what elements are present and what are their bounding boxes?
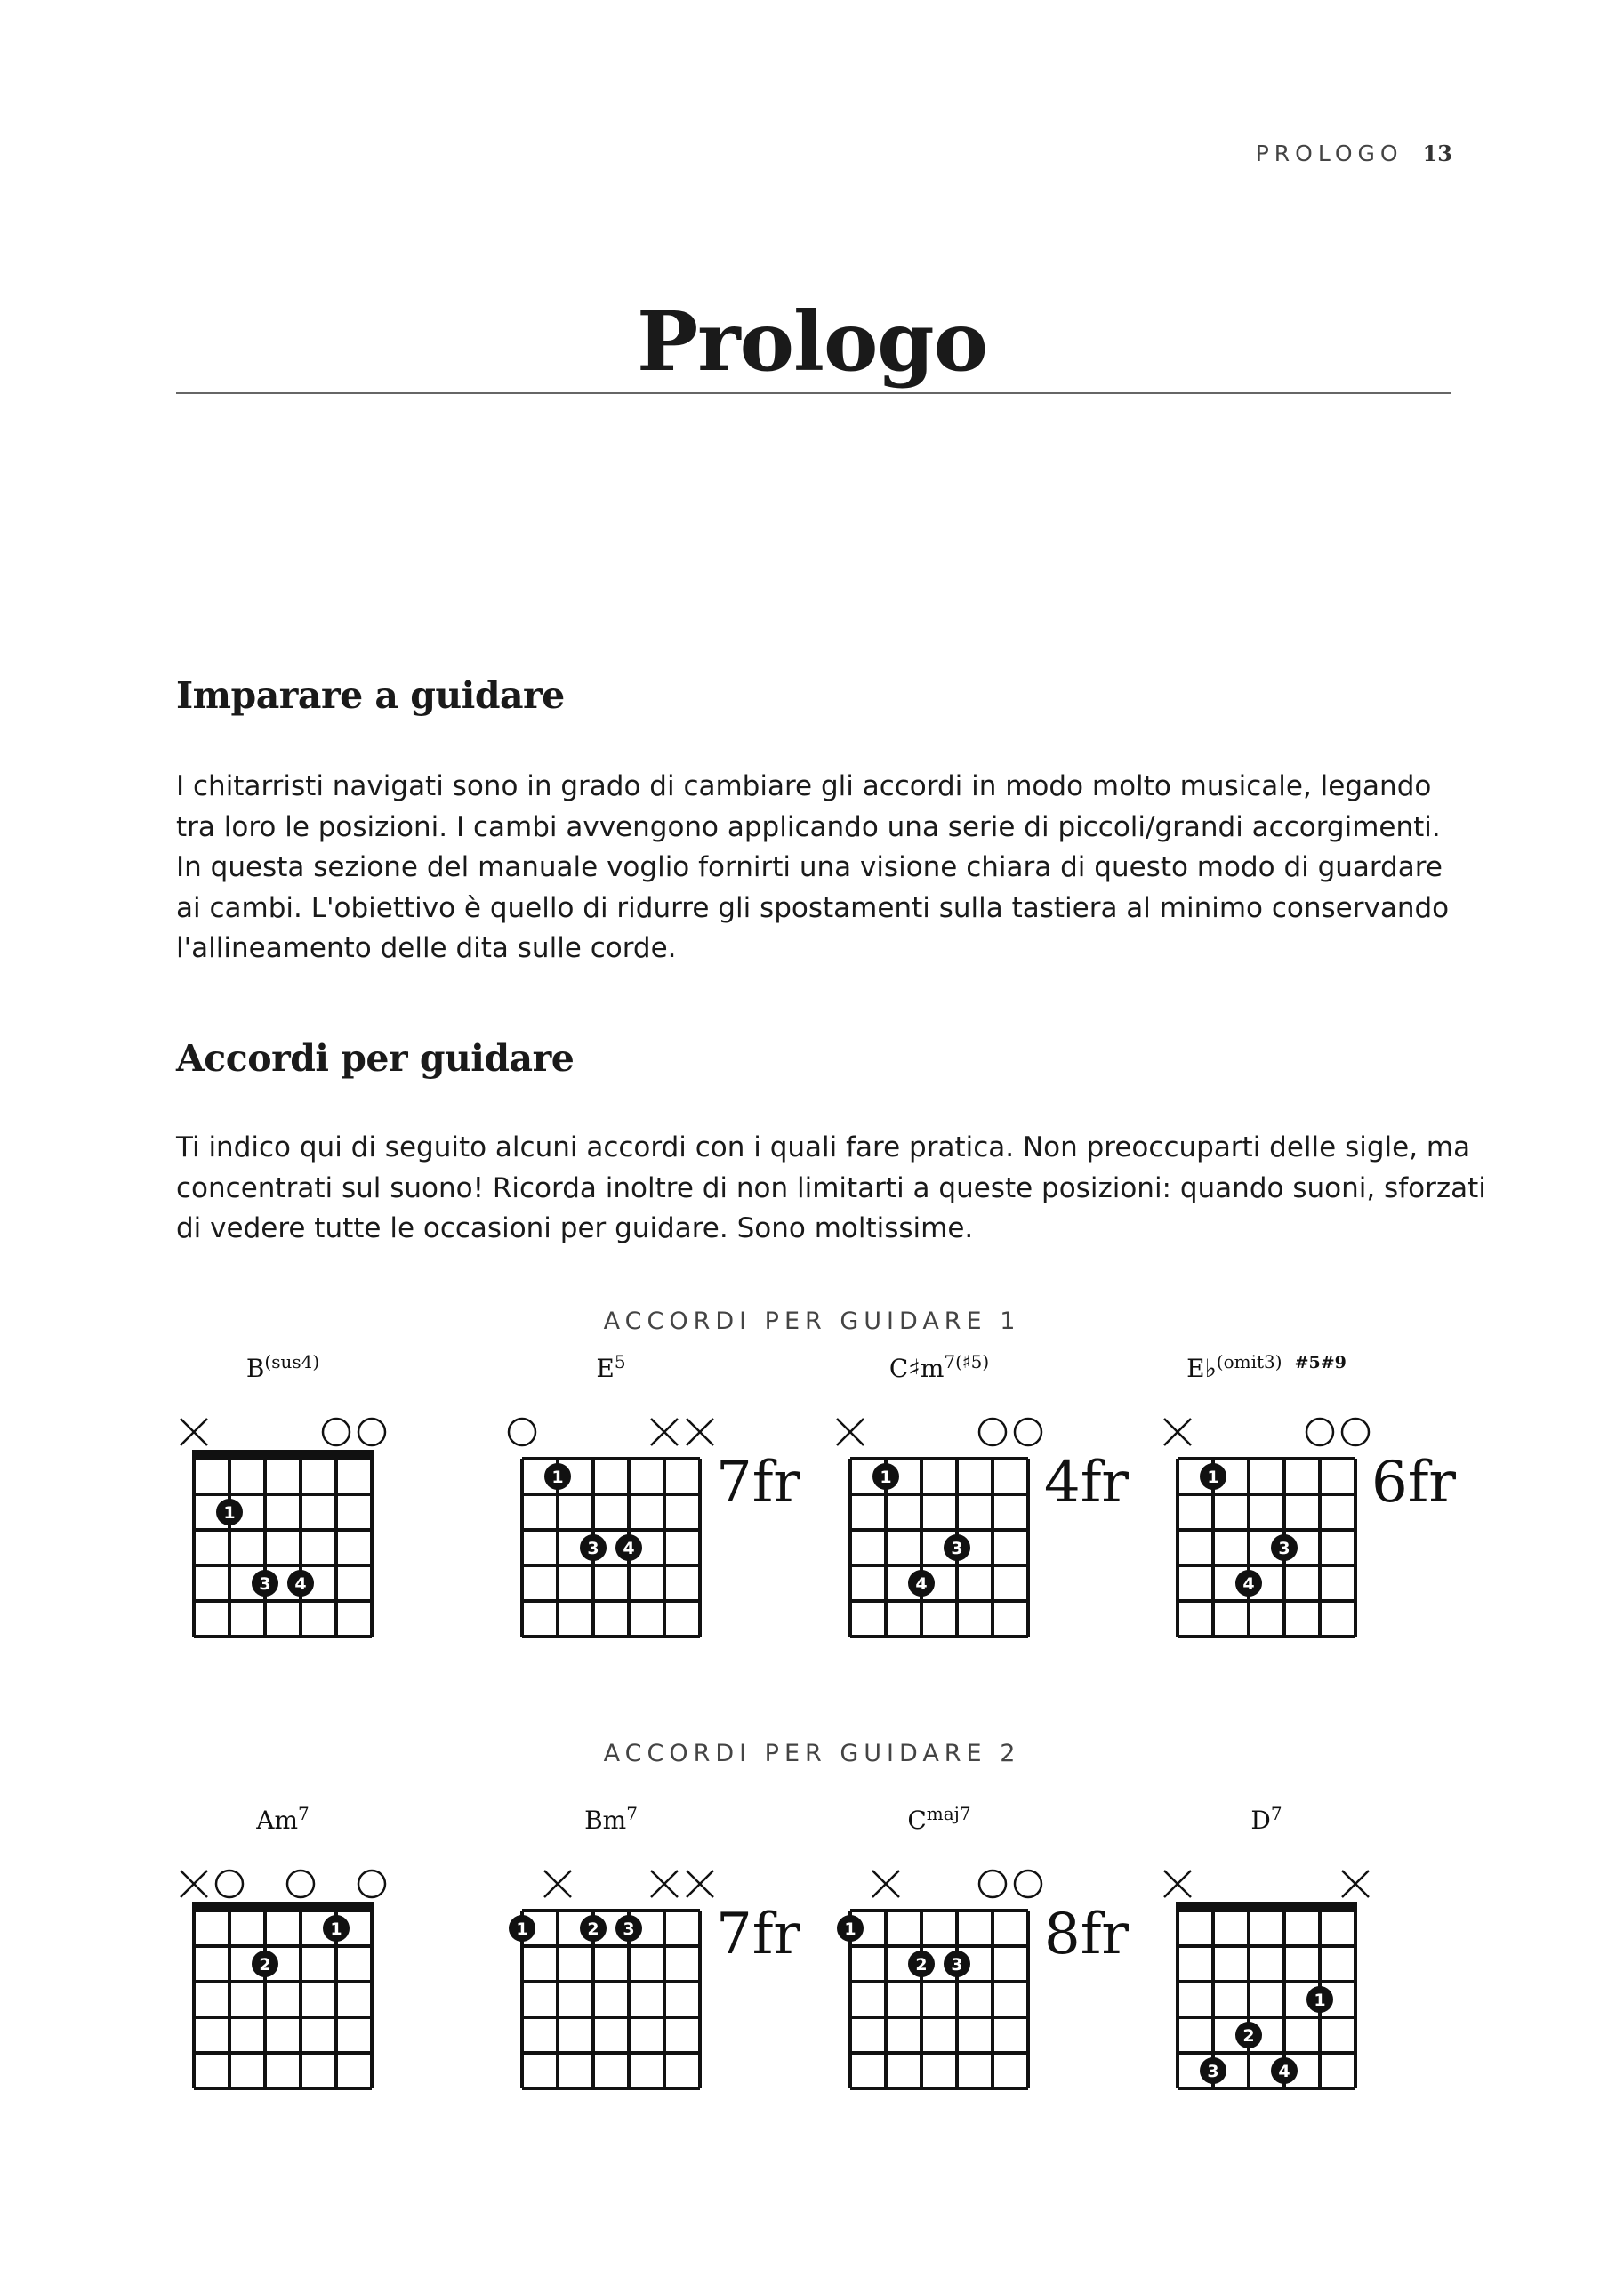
fret-position-label: 6fr xyxy=(1371,1450,1456,1516)
chord-name: E♭$^{(omit3)}$ #5#9 xyxy=(1186,1351,1347,1383)
finger-number: 3 xyxy=(951,1955,963,1975)
finger-number: 1 xyxy=(551,1468,564,1487)
paragraph-line: di vedere tutte le occasioni per guidare. Sono moltissime. xyxy=(176,1212,974,1244)
finger-number: 2 xyxy=(1242,2026,1255,2046)
finger-number: 3 xyxy=(623,1919,635,1939)
fret-position-label: 8fr xyxy=(1044,1902,1129,1967)
open-string-icon xyxy=(358,1419,385,1445)
paragraph-line: I chitarristi navigati sono in grado di cambiare gli accordi in modo molto musicale, legando xyxy=(176,770,1432,802)
chord-name: $B^{(sus4)}$ xyxy=(245,1351,320,1383)
fret-position-label: 7fr xyxy=(716,1902,800,1967)
paragraph-line: In questa sezione del manuale voglio fornirti una visione chiara di questo modo di guardare xyxy=(176,851,1443,883)
chord-name: Am$^7$ xyxy=(256,1803,310,1835)
open-string-icon xyxy=(1015,1871,1041,1897)
finger-number: 3 xyxy=(1278,1539,1290,1558)
finger-number: 4 xyxy=(1278,2062,1290,2081)
finger-number: 1 xyxy=(880,1468,892,1487)
chord-name: $C♯m^{7(♯5)}$ xyxy=(888,1351,990,1383)
chord-caption-1: ACCORDI PER GUIDARE 1 xyxy=(603,1307,1021,1335)
section-heading-accordi: Accordi per guidare xyxy=(176,1037,575,1080)
nut-bar xyxy=(192,1450,374,1460)
paragraph-line: concentrati sul suono! Ricorda inoltre di non limitarti a queste posizioni: quando suoni, sforzati xyxy=(176,1171,1486,1204)
nut-bar xyxy=(1176,1902,1357,1912)
finger-number: 1 xyxy=(330,1919,342,1939)
chord-name: $D^7$ xyxy=(1250,1803,1282,1835)
open-string-icon xyxy=(323,1419,350,1445)
page-number: 13 xyxy=(1422,141,1452,166)
open-string-icon xyxy=(358,1871,385,1897)
fret-position-label: 4fr xyxy=(1044,1450,1129,1516)
chord-caption-2: ACCORDI PER GUIDARE 2 xyxy=(603,1740,1021,1767)
finger-number: 2 xyxy=(915,1955,928,1975)
finger-number: 2 xyxy=(587,1919,599,1939)
chapter-title: Prologo xyxy=(636,294,988,390)
chord-name: Bm$^7$ xyxy=(584,1803,638,1835)
paragraph-line: Ti indico qui di seguito alcuni accordi con i quali fare pratica. Non preoccuparti delle sigle, ma xyxy=(176,1131,1471,1163)
finger-number: 3 xyxy=(1207,2062,1219,2081)
finger-number: 1 xyxy=(844,1919,856,1939)
finger-number: 4 xyxy=(294,1574,307,1594)
finger-number: 4 xyxy=(1242,1574,1255,1594)
chord-name: $C^{maj7}$ xyxy=(907,1803,971,1835)
finger-number: 4 xyxy=(915,1574,928,1594)
open-string-icon xyxy=(1306,1419,1333,1445)
finger-number: 1 xyxy=(1207,1468,1219,1487)
finger-number: 3 xyxy=(951,1539,963,1558)
running-head-section: PROLOGO xyxy=(1255,141,1403,166)
fret-position-label: 7fr xyxy=(716,1450,800,1516)
open-string-icon xyxy=(287,1871,314,1897)
finger-number: 3 xyxy=(587,1539,599,1558)
finger-number: 2 xyxy=(259,1955,271,1975)
paragraph-line: ai cambi. L'obiettivo è quello di ridurre gli spostamenti sulla tastiera al minimo conservando xyxy=(176,891,1450,924)
paragraph-line: tra loro le posizioni. I cambi avvengono applicando una serie di piccoli/grandi accorgimenti. xyxy=(176,810,1441,843)
finger-number: 1 xyxy=(223,1503,236,1523)
chord-name: $E^5$ xyxy=(596,1351,626,1383)
nut-bar xyxy=(192,1902,374,1912)
open-string-icon xyxy=(1342,1419,1369,1445)
open-string-icon xyxy=(979,1871,1006,1897)
finger-number: 4 xyxy=(623,1539,635,1558)
finger-number: 3 xyxy=(259,1574,271,1594)
open-string-icon xyxy=(509,1419,535,1445)
paragraph-line: l'allineamento delle dita sulle corde. xyxy=(176,932,677,964)
finger-number: 1 xyxy=(1314,1991,1326,2010)
open-string-icon xyxy=(216,1871,243,1897)
open-string-icon xyxy=(979,1419,1006,1445)
finger-number: 1 xyxy=(516,1919,528,1939)
open-string-icon xyxy=(1015,1419,1041,1445)
section-heading-imparare: Imparare a guidare xyxy=(176,674,565,717)
